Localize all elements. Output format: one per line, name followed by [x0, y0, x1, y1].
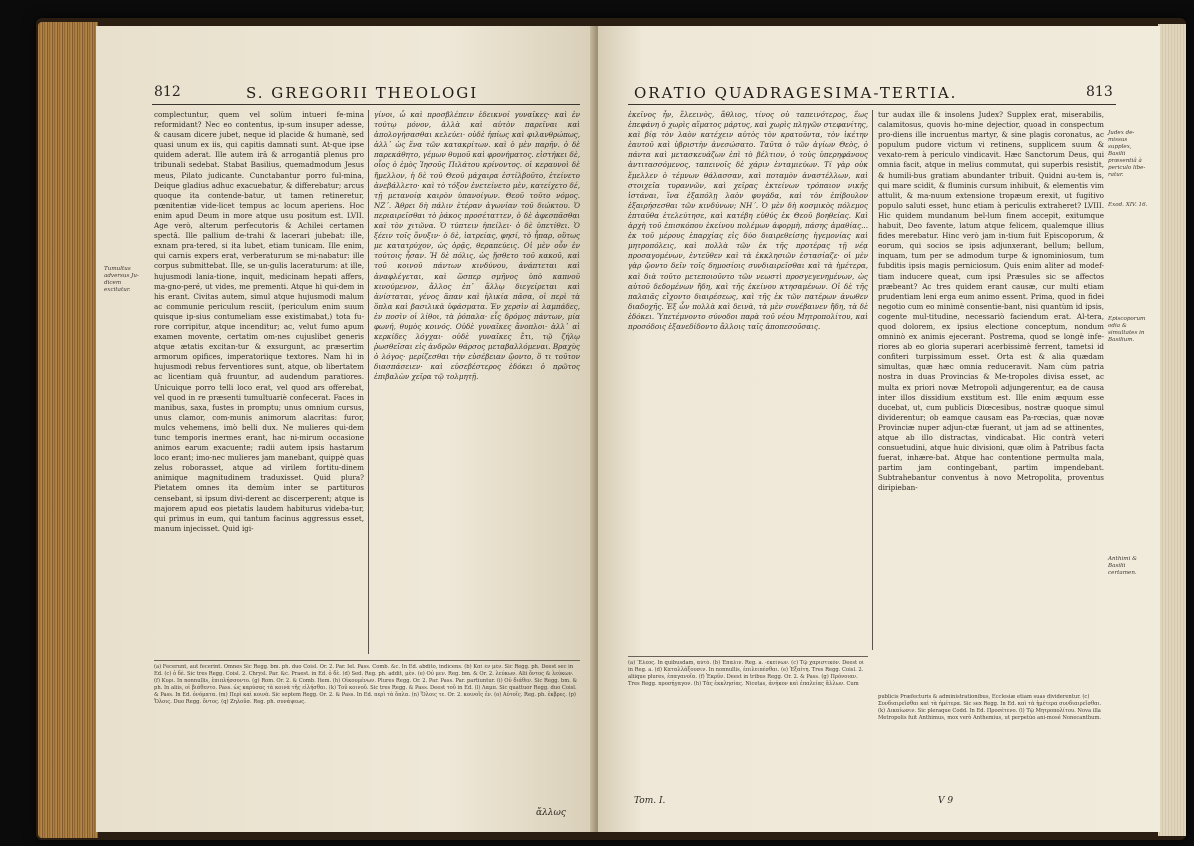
left-catchword: ἄλλως: [536, 808, 566, 818]
signature-mark: V 9: [938, 796, 954, 806]
right-running-head: ORATIO QUADRAGESIMA-TERTIA.: [634, 84, 958, 102]
right-header-rule: [628, 104, 1116, 105]
right-footnote-rule: [628, 656, 868, 657]
right-latin-column: tur audax ille & insolens Judex? Supplex erat, miserabilis, calamitosus, quovis ho-mine dejectior, quoad in conspectum pro-diens ille incruentus martyr, & sine plagis coronatus, ac populum pudore victum vi retinens, supplicem suum & vexato-rem à periculo vindicavit. Hæc Sanctorum Deus, qui omnia facit, atque in melius commutat, qui superbis resistit, & humili-bus gratiam abundanter tribuit. Quidni au-tem is, qui mare scidit, & fluminis cursum inhibuit, & elementis vim attulit, & ma-nuum extensione tropæum erexit, ut fugitivo populo saluti esset, hunc etiam à periculis extraheret? LVIII. Hic quidem mundanum bel-lum finem accepit, exitumque habuit, Deo favente, latum atque felicem, qualemque illius fides merebatur. Hinc verò jam in-tium fuit Episcoporum, & eorum, qui socios se ipsis adjunxerant, bellum; bellum, inquam, tum per se admodum turpe & ignominiosum, tum fubditis ipsis magis perniciosum. Quis enim aliter ad modef-tiam inducere queat, cum ipsi Præsules sic se affectos præbeant? Ac tres quidem erant causæ, cur multi etiam prudentiam leni erga eum animo essent. Prima, quod in fidei negotio cum eo minimè consentie-bant, nisi quantùm id ipsis, cogente mul-titudine, necessariò faciendum erat. Al-tera, quod dolorem, ex ipsius electione conceptum, nondum omninò ex animis ejecerant. Postrema, quod se longè infe-riores ab eo gloria superari acerbissimè ferrent, tametsi id confiteri turpissimum esset. Orta est & alia quædam simultas, quæ hæc omnia reduceravit. Nam cùm patria nostra in duas Provincias & Me-tropoles divisa esset, ac multa ex priori novæ Metropoli adjungerentur, ea de causa inter illos dissidium exstitum est. Ille enim æquum esse ducebat, ut, cum publicis Diœcesibus, nostræ quoque simul dividerentur; ob eamque causam eas Pa-rœcias, quæ novæ Provinciæ nuper adjun-ctæ fuerant, ut jam ad se attinentes, atque ab illo distractas, vindicabat. Hic contrà veteri consuetudini, atque huic divisioni, quæ olim à Patribus facta fuerat, inhære-bat. Atque hac contentione permulta mala, partim jam contingebant, partim impendebant. Subtrahebantur conventus à novo Metropolita, proventus diripieban-: [878, 110, 1104, 493]
page-edges-left: [38, 22, 98, 838]
left-column-divider: [368, 110, 369, 654]
left-header-rule: [152, 104, 580, 105]
right-page-number: 813: [1086, 84, 1113, 100]
left-page: [96, 26, 596, 832]
right-column-divider: [872, 110, 873, 650]
left-margin-note: Tumultus adversus Ju-dicem excitatur.: [104, 266, 139, 293]
left-page-number: 812: [154, 84, 181, 100]
left-greek-column: γίνοι, ὧ καὶ προσβλέπειν ἐδεικνοί γυναῖκες· καὶ ἐν τούτῳ μόνον, ἀλλὰ καὶ αὐτὸν παρεῖναι καὶ ἀπολογήσασθαι κελεύει· οὐδὲ ἠπίως καὶ φιλανθρώπως, ἀλλ᾽ ὡς ἕνα τῶν κατακρίτων. καὶ ὁ μὲν παρῆν. ὁ δὲ παρεκάθητο, γέμων θυμοῦ καὶ φρονήματος. εἱστήκει δὲ, οἷος ὁ ἐμὸς Ἰησοῦς Πιλάτου κρίνοντος. οἱ κεραυνοὶ δὲ ἤμελλον, ἡ δὲ τοῦ Θεοῦ μάχαιρα ἐστίλβοῦτο, ἐτείνετο ἀνεβάλλετο· καὶ τὸ τόξον ἐνετείνετο μὲν, κατείχετο δέ, τῇ μετανοίᾳ καιρὸν ὑπανοίγων. Θεοῦ τοῦτο νόμος. ΝΖ΄. Ἀθρει δὴ πάλιν ἑτέραν ἀγωνίαν τοῦ διώκτου. Ὁ περιαιρεῖσθαι τὸ ῥάκος προσέταττεν, ὁ δὲ ἀφεσπᾶσθαι καὶ τὸν χιτῶνα. Ὁ τύπτειν ἠπείλει· ὁ δὲ ὑπετίθει. Ὁ ξέειν τοῖς ὄνυξιν· ὁ δὲ, ἰατρείας, φησί, τὸ ἧπαρ, οὕτως με κατατρύχον, ὡς ὁρᾷς, θεραπεύεις. Οἱ μὲν οὖν ἐν τούτοις ἦσαν. Ἡ δὲ πόλις, ὡς ᾔσθετο τοῦ κακοῦ, καὶ τοῦ κοινοῦ πάντων κινδύνου, ἀνάπτεται καὶ ἀναφλέγεται, καὶ ὥσπερ σμῆνος ὑπὸ καπνοῦ κινούμενον, ἄλλος ἐπ᾽ ἄλλῳ διεγείρεται καὶ ἀνίσταται, γένος ἅπαν καὶ ἡλικία πᾶσα, οἱ περὶ τὰ ὅπλα καὶ βασιλικὰ ὑφάσματα. Ἐν χερσὶν αἱ λαμπάδες, ἐν ποσὶν οἱ λίθοι, τὰ ῥόπαλα· εἷς δρόμος πάντων, μία φωνή, θυμὸς κοινός. Οὐδὲ γυναῖκες ἄνοπλοι· ἀλλ᾽ αἱ κερκίδες λόγχαι· οὐδὲ γυναῖκες ἔτι, τῷ ζήλῳ ῥωσθεῖσαι εἰς ἀνδρῶν θάρσος μεταβαλλόμεναι. Βραχὺς ὁ λόγος· μερίζεσθαι τὴν εὐσέβειαν ᾤοντο, ὃ τι τοῦτον διασπάσειεν· καὶ εὐσεβέστερος ἐδόκει ὁ πρῶτος ἐπιβαλὼν χεῖρα τῷ τολμητῇ.: [374, 110, 580, 382]
right-greek-column: ἐκεῖνος ἦν, ἔλεεινὸς, ἄθλιος, τίνος οὐ ταπεινότερος, ἕως ἐπεφάνη ὁ χωρὶς αἵματος μάρτυς, καὶ χωρὶς πληγῶν στεφανίτης, καὶ βίᾳ τὸν λαὸν κατέχειν αὐτὸς τὸν κρατοῦντα, τὸν ἱκέτην ἑαυτοῦ καὶ ὑβριστὴν ἀνεσώσατο. Ταῦτα ὁ τῶν ἁγίων Θεὸς, ὁ πάντα καὶ μετασκευάζων ἐπὶ τὸ βέλτιον, ὁ τοὺς ὑπερηφάνους ἀντιτασσόμενος, ταπεινοῖς δὲ χάριν ἐνταμιεύων. Τί γὰρ οὐκ ἔμελλεν ὁ τέμνων θάλασσαν, καὶ ποταμὸν ἀναστέλλων, καὶ στοιχεῖα τυραννῶν, καὶ χεῖρας ἐκτείνων τρόπαιον νικῆς ἱστάναι, ἵνα ἐξαπόλῃ λαὸν φυγάδα, καὶ τὸν ἐπίβουλον ἐξαιρήσεσθαι τῶν κινδύνων; ΝΗ΄. Ὁ μὲν δὴ κοσμικὸς πόλεμος ἐπταῦθα ἐτελεύτησε, καὶ κατέβη εὐθύς ἐκ Θεοῦ βοηθείας. Καὶ ἀρχὴ τοῦ ἐπισκόπου ἐκείνου πολέμων ἀφορμὴ, πάσης ἀμαθίας... ἐκ τοῦ μέρους ἐπαρχίας εἰς δύο διαιρεθείσης ἡγεμονίας καὶ μητροπόλεις, καὶ πολλὰ τῶν ἐκ τῆς προτέρας τῇ νέᾳ προσαγομένων, ἐντεῦθεν καὶ τὰ ἐκκλησιῶν ἐστασίαζε· οἱ μὲν γὰρ ᾤοντο δεῖν τοῖς δημοσίοις συνδιαιρεῖσθαι καὶ τὰ ἡμέτερα, καὶ διὰ τοῦτο μετεποιοῦντο τῶν νεωστὶ προσγεγενημένων, ὡς αὐτοῦ δεδομένων ἤδη, καὶ τῆς ἐκείνου κτησαμένων. Οἱ δὲ τῆς παλαιᾶς εἴχοντο διαιρέσεως, καὶ τῆς ἐκ τῶν πατέρων ἀνωθεν διαδοχῆς. Ἐξ ὧν πολλὰ καὶ δεινὰ, τὰ μὲν συνέβαινεν ἤδη, τὰ δὲ ἐδόκει. Ὑπετέμνοντο σύνοδοι παρὰ τοῦ νέου Μητροπολίτου, καὶ προσόδοις ἐξανεδίδοντο ἄλλοις ταῖς ἀποπεσοῦσαις.: [628, 110, 868, 331]
signature-tome: Tom. I.: [634, 796, 666, 806]
right-margin-note-4: Anthimi & Basilii certamen.: [1108, 556, 1138, 576]
left-latin-column: complectuntur, quem vel solùm intueri fe-mina reformidant? Nec eo contentus, ip-sum insuper adesse, & causam dicere jubet, neque id placide & humanè, sed quasi unum ex iis, qui capitis damnati sunt. At-que ipse quidem aderat. Ille autem irâ & arrogantiâ plenus pro tribunali sedebat. Stabat Basilius, quemadmodum Jesus meus, Pilato judicante. Cunctabantur porro ful-mina, Deique gladius adhuc exacuebatur, & differebatur; arcus quoque ita contende-batur, ut tamen retineretur, pœnitentiæ vide-licet tempus ac locum aperiens. Hoc enim apud Deum in more atque usu positum est. LVII. Age verò, alterum perfecutoris & Achilei certamen spectâ. Ille pallium de-trahi & lacerari jubebat: ille, exnam pra-tered, si ita lubet, etiam tunicam. Ille enim, qui carnis expers erat, verberaturum se mi-nabatur: ille corpus submittebat. Ille, se un-gulis laceraturum: at ille, hujusmodi lania-tione, inquit, medicinam hepati affers, ma-gno-peré, ut vides, me prementi. Atque hi qui-dem in his erant. Civitas autem, simul atque hujusmodi malum ac communie periculum resciit, (periculum enim suum quisque ip-sius contumeliam esse existimabat,) tota fu-rore corripitur, atque incenditur; ac, velut fumo apum examen movente, certatim om-nes cujuslibet generis atque ætatis excitan-tur & exsurgunt, ac præsertim armorum opifices, imperatoriique textores. Nam hi in hujusmodi rebus ferventiores sunt, atque, ob libertatem ac licentiam quâ fruuntur, ad audendum paratiores. Unicuique porro telli loco erat, vel quod ars offerebat, vel quod in re præsenti tumultuariè confecerat. Faces in manibus, saxa, fustes in promptu; unus omnium cursus, unus clamor, com-munis animorum alacritas: furor, mulcs vehemens, imò belli dux. Ne mulieres qui-dem tunc temporis inermes erant, hac ni-mirum occasione animos earum exacuente; radii autem ipsis hastarum loco erant; imo-nec mulieres jam manebant, quippè quas zelus roborasset, atque ad virilem fortitu-dinem animique magnitudinem traduxisset. Quid plura? Pietatem omnes ita demùm inter se partituros censebant, si ipsum divi-derent ac discerperent; atque is majorem apud eos pietatis laudem habiturus videba-tur, qui primus in eum, qui tantum facinus aggressus esset, manum injecisset. Quid igi-: [154, 110, 364, 533]
right-footnotes-right: publicis Præfecturis & administrationibus, Ecclesiæ etiam suas dividerentur. (c) Συνδιαιρεῖσθαι καὶ τὰ ἡμέτερα. Sic sex Regg. In Ed. καὶ τὰ ἡμέτερα συνδιαιρεῖσθαι. (k) Δικαίωσιν. Sic pleraque Codd. In Ed. Προσέτενο. (l) Τῷ Μητροπολίτου. Nova illa Metropolis fuit Anthimus, mox verò Anthemius, ut perpetùo ani-mosé Nonecanthum.: [878, 694, 1102, 722]
left-footnote-rule: [154, 660, 580, 661]
left-footnotes: (a) Fecerunt, aut fecerint. Omnes Sic Regg. bm. ph. duo Coisl. Or. 2. Par. Iel. Pass. Comb. &c. In Ed. abdito, indicens. (b) Καὶ ἐν μὲν. Sic Regg. ph. Deest sec in Ed. (c) ὁ δὲ. Sic tres Regg. Coisl. 2. Chrysl. Par. &c. Praest. in Ed. ὁ δὲ. (d) Sed. Reg. ph. addit, μὲν. (e) Oὐ μεν. Reg. bm. & Or. 2. λεύκων. Alii ὄντος & λεύκων. (f) Κυρι. In nonnullis, ἐπιπλήσσοντο. (g) Rom. Or. 2. & Comb. Item. (h) Οἰκουμένων. Plures Regg. Or. 2. Par. Pass. Par. partiuntur. (i) Οὐ διάθεν. Sic Regg. bm. & ph. In aliis, οἱ βιάθεντο. Pass. ὡς καρύσας τὰ κοινὰ τῆς εἰλήσθαι. (k) Τοῦ κοινοῦ. Sic tres Regg. & Pass. Deest τοῦ in Ed. (l) Λαμπ. Sic quattuor Regg. duo Coisl. & Pass. In Ed. ὀνόματα. (m) Περὶ καὶ κοινὰ. Sic septem Regg. Or. 2. & Pass. In Ed. περὶ τὰ ὅπλα. (n) Ὅλοις τε. Or. 2. κοινοῖς ἐν. (o) Αὐτοῖς. Reg. ph. ἐκβρες. (p) Ὄλοις. Duo Regg. ὄντος. (q) Ζηλοῦσ. Reg. ph. συνάψεως.: [154, 664, 578, 706]
right-margin-note-1: Judex de-missus supplex, Basilii præsentiâ à periculo libe-ratur.: [1108, 130, 1146, 178]
right-page: [598, 26, 1160, 832]
right-footnotes-left: (a) Ἕλεος. In quibusdam, αὐτὸ. (b) Ἐπαλιν. Reg. a. -ἐκείνων. (c) Τῷ χαριστικὸν. Deest οἱ in Reg. a. (d) Καταλλάξουσιν. In nonnullis, ἐπιλειπέσθαι. (e) Ἐξαίτη. Tres Regg. Coisl. 2. aliique plures, ἐπαγανοῖα. (f) Ἐκρῦν. Deest in tribus Regg. Or. 2. & Pass. (g) Πρόνοιαν. Tres Regg. προσήγαγον. (h) Τὰς ἐκκλησίας. Nicetas, ἀνήκον καὶ ἐπαλείας ἄλλων. Cum: [628, 660, 864, 688]
right-margin-note-2: Exod. XIV. 16.: [1108, 202, 1148, 208]
right-margin-note-3: Episcoporum odia & simultates in Basilium.: [1108, 316, 1146, 343]
left-running-head: S. GREGORII THEOLOGI: [246, 84, 479, 102]
page-edges-right: [1158, 24, 1186, 836]
